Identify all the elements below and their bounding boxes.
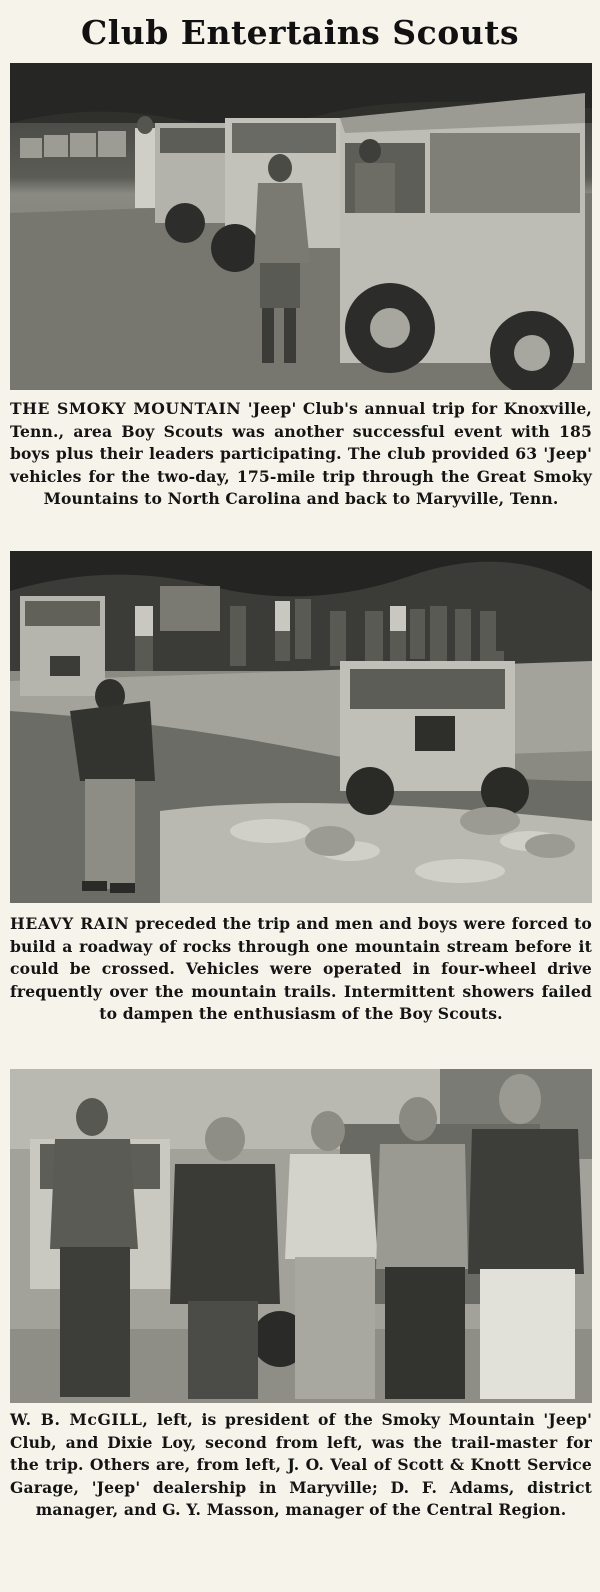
photo-jeeps-lineup xyxy=(10,63,592,390)
photo-jeeps-lineup-image xyxy=(10,63,592,390)
photo-club-officials-image xyxy=(10,1069,592,1403)
caption-1-lead: THE SMOKY MOUNTAIN xyxy=(10,399,242,418)
caption-3-lead: W. B. McGILL, xyxy=(10,1410,149,1429)
caption-3-text: left, is president of the Smoky Mountain 'Jeep' Club, and Dixie Loy, second from left, was the trail-master for the trip. Others are, from left, J. O. Veal of Scott & Knott Service Garage, 'Jeep' dealership in Maryville; D. F. Adams, district manager, and G. Y. Masson, manager of the Central Region. xyxy=(10,1410,592,1519)
caption-1-text: 'Jeep' Club's annual trip for Knoxville, Tenn., area Boy Scouts was another successful event with 185 boys plus their leaders participating. The club provided 63 'Jeep' vehicles for the two-day, 175-mile trip through the Great Smoky Mountains to North Carolina and back to Maryville, Tenn. xyxy=(10,399,592,508)
caption-jeeps-lineup xyxy=(10,398,592,540)
caption-stream-crossing xyxy=(10,913,592,1055)
article-headline: Club Entertains Scouts xyxy=(80,13,520,52)
caption-club-officials xyxy=(10,1409,592,1574)
photo-stream-crossing-image xyxy=(10,551,592,903)
photo-stream-crossing xyxy=(10,551,592,903)
caption-2-lead: HEAVY RAIN xyxy=(10,914,130,933)
caption-2-text: preceded the trip and men and boys were forced to build a roadway of rocks through one mountain stream before it could be crossed. Vehicles were operated in four-wheel drive frequently over the mountain trails. Intermittent showers failed to dampen the enthusiasm of the Boy Scouts. xyxy=(10,914,592,1023)
photo-club-officials xyxy=(10,1069,592,1403)
